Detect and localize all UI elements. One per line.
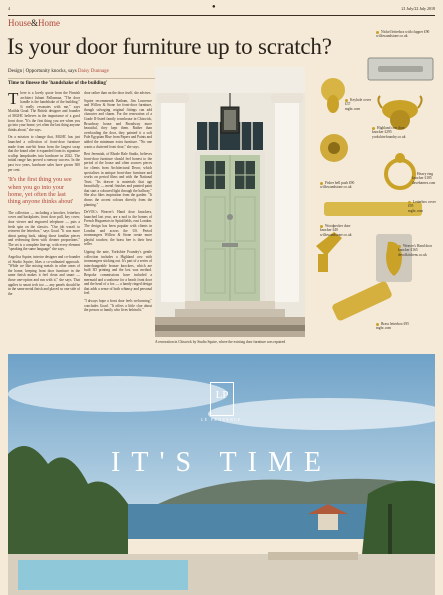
page-number: 4 <box>8 6 10 11</box>
header-rule <box>8 15 435 16</box>
issue-date: 21 July/22 July 2018 <box>401 6 435 11</box>
ad-brand-name: LE PROVENCE <box>201 418 242 422</box>
product-label-weavers-hand: Weaver's Hand door knocker £165 devolkitchens.co.uk <box>398 244 433 257</box>
product-label-nickel-letterbox: Nickel letterbox with clapper £90 willowandstone.co.uk <box>376 30 430 39</box>
subhead: Time to finesse the 'handshake of the building' <box>8 81 108 86</box>
article-column-2: door rather than on the door itself, she advises. Squire recommends Batham, Jim Lawrence and Willow & Stone for front-door furniture, though salvaging original fittings can add character and charm. For the renovation of a Grade II-listed family townhouse in Chiswick, Broadway house and Broadway more beautiful, they kept them. Rather than overloading the door, they painted it a soft Pale Egyptian Blue from Papers and Paints and added the minimum extra furniture. "No one wants a cluttered front door," she says. Bert Jeremiah, of Rhode Hale Studio, believes front-door furniture should feel honest to the period of the house and often sources pieces for clients from Architectural Decor, which specialises in antique front-door furniture and works on period films and with the National Trust. "Its drawer is materials that age beautifully — metal finishes and painted paint that start a coloured light through the hallway." She also likes inspiration from the garden. "It draws the accent colours directly from the planting." DeVOL's Weaver's Hand door knockers, launched last year, are a nod to the homes of French Huguenots in Spitalfields, east London. The design has been popular with clients in London and across the US. Period ironmongers Willow & Stone create more playful touches; the brass bee is their best seller. Upping the ante, Yorkshire Foundry's gentle collection includes a Highland cow with ironmongers sticking out. It's part of a series of interchangeable bronze knockers, which are built 3D printing and the lost wax method. Bespoke commissions have included a mermaid and a seahorse for a beach front door and the head of a fox — a handy ringed design that adds a sense of both whimsy and personal feel. "I always hope a front door feels welcoming," concludes Goad. "It offers a little clue about the person or family who lives behind it." <box>84 91 152 313</box>
section-label: House&Home <box>8 18 61 28</box>
product-label-brass-letterbox: Brass letterbox £95 mghc.com <box>376 322 409 331</box>
standfirst <box>8 67 162 89</box>
advertisement[interactable] <box>8 354 435 595</box>
product-label-bell-push: Fisher bell push £90 willowandstone.co.uk <box>320 181 355 190</box>
page-header <box>0 0 443 16</box>
product-label-ring-knocker: Heavy ring knocker £185 davebarnes.com <box>412 172 436 185</box>
drop-cap: T <box>8 91 19 108</box>
product-label-letterbox-cover: Letterbox cover £95 mghc.com <box>408 200 436 213</box>
ad-headline: IT'S TIME <box>111 447 332 478</box>
masthead-logo: ● <box>212 4 216 10</box>
product-label-highland-cow: Highland cow door knocker £295 yorkshirefoundry.co.uk <box>372 126 406 139</box>
product-label-woodpecker: Woodpecker door knocker £40 willowandstone.co.uk <box>320 224 352 237</box>
byline-prefix: Design | Opportunity knocks, says <box>8 69 78 74</box>
photo-caption: A renovation in Chiswick by Studio Squire, where the existing door furniture was repaired <box>155 340 286 344</box>
pull-quote: 'It's the first thing you see when you go into your home, yet often the last thing anyone thinks about' <box>8 176 74 206</box>
headline: Is your door furniture up to scratch? <box>7 34 332 59</box>
product-label-keyhole-cover: Keyhole cover £37 mghc.com <box>345 98 372 111</box>
article-column-1: There is a lovely quote from the Finnish architect Juhani Pallasmaa, "The door handle is the handshake of the building." It really resonates with me," says Matilda Goad. The British designer and founder of MGHC believes in the importance of a good front door. "It's the first thing you see when you go into your home, yet often the last thing anyone thinks about," she says. On a mission to change that, MGHC has just launched a collection of front-door furniture made from rust-hit brass from the largest scrap that the brand after it expanded from its signature scallop lampshades into hardware in 2022. The initial range has proved a runway success. In the past two years, hardware sales have grown 300 per cent. 'It's the first thing you see when you go into your home, yet often the last thing anyone thinks about' The collection — including a knocker, letterbox cover and backplates, front door pull, key cover, door viewer and engraved telephone — puts a fresh spin on the classics. "Our job wasn't to reinvent the letterbox," says Goad. "It was more about paring back, taking those familiar pieces and redrawing them with cleaner proportions." The set is a complete line-up, with every element "speaking the same language" she says. Angelica Squire, interior designer and co-founder of Studio Squire, likes a co-ordinated approach. "While we like mixing metals in other areas of the home, keeping front door furniture in the same finish makes it feel clean and smart — those one-option and run with it," she says. That applies to smart tech too — any panels should be in the same metal finish and placed so one side of the <box>8 91 80 296</box>
byline-author: Daisy Dunnage <box>77 69 109 74</box>
ad-monogram-logo: LP <box>210 382 234 416</box>
door-photo <box>155 67 305 337</box>
